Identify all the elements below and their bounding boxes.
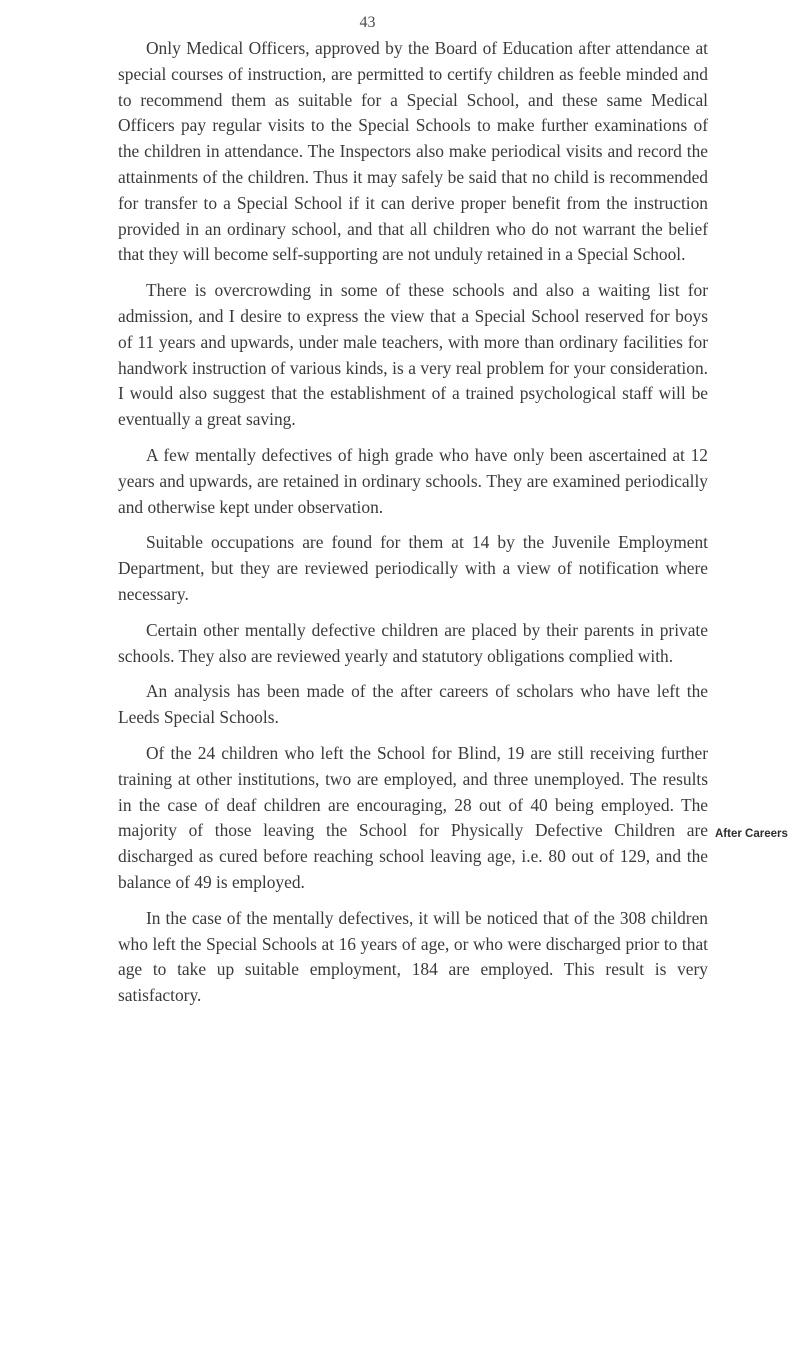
- paragraph-mentally-defectives: In the case of the mentally defectives, it will be noticed that of the 308 children who left the Special Schools at 16 years of age, or who were discharged prior to that age to take up suitable employment, 184 are employed. This result is very satisfactory.: [118, 907, 708, 1006]
- margin-note-after-careers: After Careers: [715, 828, 788, 840]
- paragraph-high-grade-defectives: A few mentally defectives of high grade who have only been ascertained at 12 years and upwards, are retained in ordinary schools. They are examined periodically and otherwise kept under observation.: [118, 444, 708, 517]
- body-text: [118, 36, 708, 1009]
- paragraph-medical-officers: Only Medical Officers, approved by the Board of Education after attendance at special courses of instruction, are permitted to certify children as feeble minded and to recommend them as suitable for a Special School, and these same Medical Officers pay regular visits to the Special Schools to make further examinations of the children in attendance. The Inspectors also make periodical visits and record the attainments of the children. Thus it may safely be said that no child is recommended for transfer to a Special School if it can derive proper benefit from the instruction provided in an ordinary school, and that all children who do not warrant the belief that they will become self-supporting are not unduly retained in a Special School.: [118, 38, 708, 265]
- paragraph-blind-deaf-physical: Of the 24 children who left the School for Blind, 19 are still receiving further training at other institutions, two are employed, and three unemployed. The results in the case of deaf children are encouraging, 28 out of 40 being employed. The majority of those leaving the School for Physically Defective Children are discharged as cured before reaching school leaving age, i.e. 80 out of 129, and the balance of 49 is employed.: [118, 742, 708, 892]
- paragraph-overcrowding: There is overcrowding in some of these schools and also a waiting list for admission, and I desire to express the view that a Special School reserved for boys of 11 years and upwards, under male teachers, with more than ordinary facilities for handwork instruction of various kinds, is a very real problem for your consideration. I would also suggest that the establishment of a trained psychological staff will be eventually a great saving.: [118, 280, 708, 430]
- paragraph-after-careers-analysis: An analysis has been made of the after careers of scholars who have left the Leeds Special Schools.: [118, 681, 708, 728]
- paragraph-private-schools: Certain other mentally defective children are placed by their parents in private schools. They also are reviewed yearly and statutory obligations complied with.: [118, 619, 708, 666]
- page-number: 43: [359, 14, 376, 31]
- paragraph-suitable-occupations: Suitable occupations are found for them at 14 by the Juvenile Employment Department, but they are reviewed periodically with a view of notification where necessary.: [118, 532, 708, 604]
